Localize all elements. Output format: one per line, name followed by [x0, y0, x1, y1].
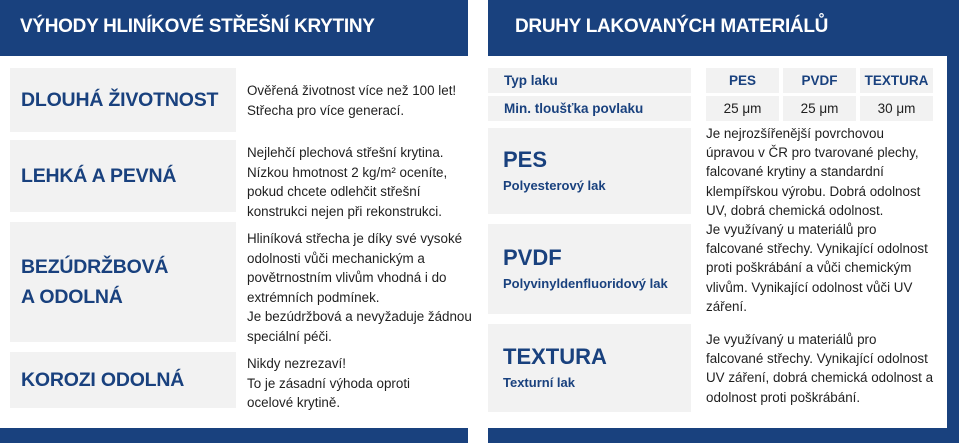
benefit-text-line: To je zásadní výhoda oproti [247, 375, 411, 391]
material-text-line: Je nejrozšířenější povrchovou [706, 126, 884, 141]
benefit-text-light-strong [247, 143, 472, 221]
benefit-text-line: speciální péči. [247, 328, 332, 344]
thickness-pes: 25 μm [706, 96, 779, 121]
benefits-title: VÝHODY HLINÍKOVÉ STŘEŠNÍ KRYTINY [20, 16, 375, 37]
benefit-text-line: pokud chcete odlehčit střešní [247, 184, 421, 199]
material-text-pes [706, 124, 934, 220]
material-card-textura [488, 324, 691, 412]
material-text-line: UV záření, dobrá chemická odolnost a [706, 370, 934, 386]
material-text-line: vlivům. Vynikající odolnost vůči UV [706, 279, 913, 295]
benefit-text-maintenance-free [247, 229, 472, 346]
benefit-text-line: Hliníková střecha je díky své vysoké [247, 231, 463, 246]
benefit-label-line: KOROZI ODOLNÁ [21, 369, 185, 391]
material-text-textura [706, 330, 934, 407]
benefit-text-line: Nikdy nezrezaví! [247, 356, 346, 371]
param-label-type: Typ laku [488, 68, 691, 93]
benefit-text-line: Nejlehčí plechová střešní krytina. [247, 145, 444, 160]
thickness-textura: 30 μm [860, 96, 933, 121]
material-subtitle: Texturní lak [503, 375, 576, 390]
thickness-pvdf: 25 μm [783, 96, 856, 121]
benefit-label-line: DLOUHÁ ŽIVOTNOST [21, 89, 219, 111]
benefit-text-lifetime [247, 81, 472, 120]
material-text-line: proti poškrábání a vůči chemickým [706, 260, 912, 276]
benefit-text-line: ocelové krytině. [247, 395, 341, 410]
material-name: TEXTURA [503, 344, 607, 369]
material-text-line: klempířskou výrobu. Dobrá odolnost [706, 183, 921, 199]
benefit-text-line: odolnosti vůči mechanickým a [247, 250, 425, 266]
materials-title: DRUHY LAKOVANÝCH MATERIÁLŮ [515, 16, 829, 37]
benefit-label-lifetime [10, 68, 236, 132]
materials-panel [488, 0, 959, 443]
material-text-line: falcované krytiny a standardní [706, 164, 884, 180]
material-name: PVDF [503, 245, 562, 270]
benefit-label-line: A ODOLNÁ [21, 286, 123, 308]
param-col-pvdf: PVDF [783, 68, 856, 93]
material-text-line: záření. [706, 298, 747, 314]
material-text-line: odolnost proti poškrábání. [706, 389, 861, 405]
benefit-label-maintenance-free [10, 222, 236, 342]
param-col-textura: TEXTURA [860, 68, 933, 93]
material-card-pes [488, 128, 691, 214]
benefit-text-line: Je bezúdržbová a nevyžaduje žádnou [247, 309, 472, 324]
benefit-text-line: povětrnostním vlivům vhodná i do [247, 270, 447, 285]
material-card-pvdf [488, 224, 691, 314]
material-text-line: Je využívaný u materiálů pro [706, 222, 877, 237]
benefit-text-line: Ověřená životnost více než 100 let! [247, 83, 457, 98]
material-text-line: UV, dobrá chemická odolnost. [706, 202, 884, 218]
benefit-label-line: BEZÚDRŽBOVÁ [21, 256, 169, 278]
material-name: PES [503, 147, 548, 172]
material-text-line: úpravou v ČR pro tvarované plechy, [706, 145, 919, 161]
benefit-text-line: Střecha pro více generací. [247, 102, 405, 118]
materials-body [488, 56, 947, 428]
material-text-line: Je využívaný u materiálů pro [706, 332, 877, 347]
benefit-text-line: extrémních podmínek. [247, 289, 380, 305]
benefits-panel [0, 0, 472, 443]
benefit-text-line: konstrukci nejen při rekonstrukci. [247, 203, 442, 219]
param-row-thickness [488, 96, 947, 121]
benefit-label-light-strong [10, 140, 236, 212]
benefits-body [0, 56, 472, 428]
param-label-thickness: Min. tloušťka povlaku [488, 96, 691, 121]
material-text-line: falcované střechy. Vynikající odolnost [706, 351, 928, 367]
benefit-text-line: Nízkou hmotnost 2 kg/m² oceníte, [247, 164, 448, 180]
param-row-type [488, 68, 947, 93]
benefit-label-line: LEHKÁ A PEVNÁ [21, 165, 177, 187]
material-text-line: falcované střechy. Vynikající odolnost [706, 241, 928, 257]
material-subtitle: Polyesterový lak [503, 178, 606, 193]
param-col-pes: PES [706, 68, 779, 93]
benefit-label-corrosion [10, 352, 236, 408]
benefit-text-corrosion [247, 354, 472, 413]
material-text-pvdf [706, 220, 934, 316]
material-subtitle: Polyvinyldenfluoridový lak [503, 276, 668, 291]
